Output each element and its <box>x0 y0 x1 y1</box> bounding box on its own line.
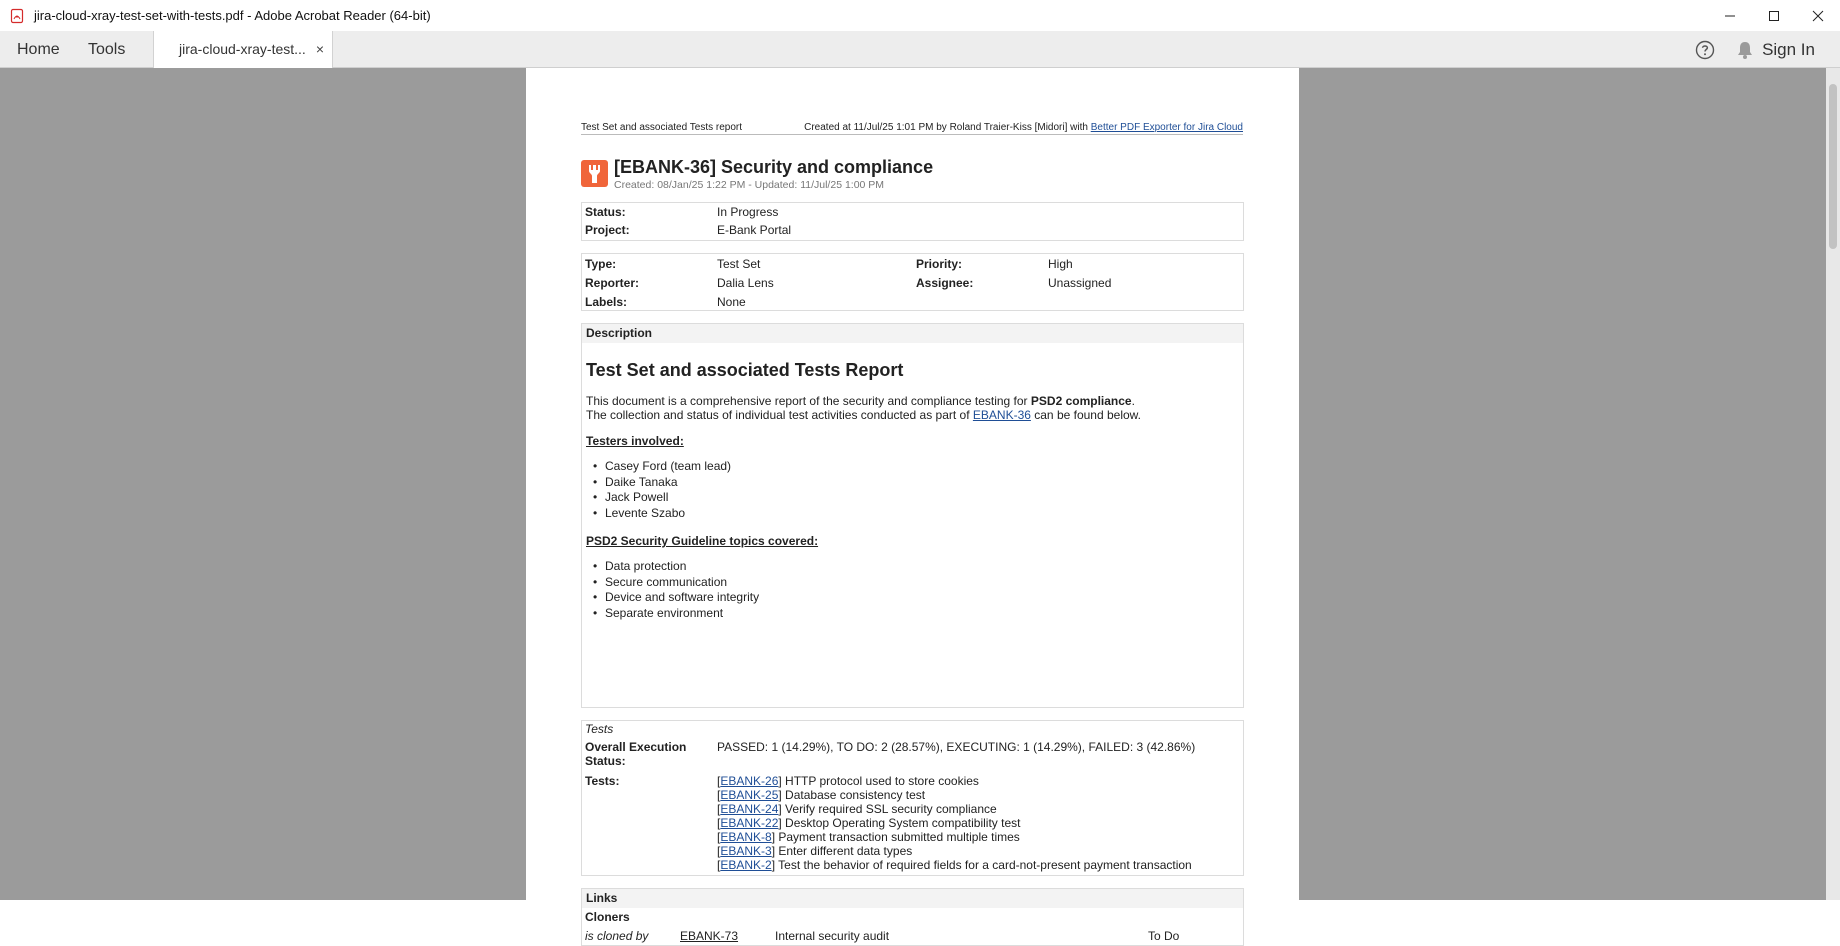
pdf-page <box>526 68 1299 943</box>
tests-section <box>581 720 1244 876</box>
status-project-box <box>581 202 1244 241</box>
test-item: [EBANK-2] Test the behavior of required fields for a card-not-present payment transaction <box>717 858 1192 872</box>
notifications-bell-icon[interactable] <box>1736 40 1754 60</box>
tests-heading: Tests <box>585 722 614 736</box>
sign-in-button[interactable]: Sign In <box>1762 40 1815 59</box>
p1-end: . <box>1131 394 1135 408</box>
type-label: Type: <box>585 257 617 271</box>
linked-issue-status: To Do <box>1148 929 1180 943</box>
window-title: jira-cloud-xray-test-set-with-tests.pdf - Adobe Acrobat Reader (64-bit) <box>34 8 431 23</box>
title-bar <box>0 0 1840 31</box>
description-section <box>581 323 1244 708</box>
exporter-link[interactable]: Better PDF Exporter for Jira Cloud <box>1090 122 1243 133</box>
p1-text: This document is a comprehensive report of the security and compliance testing for <box>586 394 1031 408</box>
project-label: Project: <box>585 223 630 237</box>
maximize-button[interactable] <box>1752 0 1796 31</box>
help-icon[interactable] <box>1695 40 1715 60</box>
test-summary: Verify required SSL security compliance <box>785 802 997 816</box>
list-item: • Device and software integrity <box>586 590 759 606</box>
reporter-value: Dalia Lens <box>717 276 774 290</box>
maximize-icon <box>1768 10 1780 22</box>
list-item: • Secure communication <box>586 575 759 591</box>
test-summary: Desktop Operating System compatibility test <box>785 816 1021 830</box>
test-set-issue-type-icon <box>581 160 608 187</box>
test-item: [EBANK-3] Enter different data types <box>717 844 913 858</box>
header-divider <box>581 134 1243 135</box>
tab-close-button[interactable]: × <box>315 41 324 57</box>
test-key-link[interactable]: EBANK-8 <box>720 830 772 844</box>
p2-text: The collection and status of individual test activities conducted as part of <box>586 408 973 422</box>
status-label: Status: <box>585 205 626 219</box>
priority-value: High <box>1048 257 1073 271</box>
document-tab-label: jira-cloud-xray-test... <box>179 41 306 57</box>
status-value: In Progress <box>717 205 779 219</box>
close-window-button[interactable] <box>1796 0 1840 31</box>
testers-heading: Testers involved: <box>586 434 684 448</box>
list-item: • Casey Ford (team lead) <box>586 459 731 475</box>
overall-status-label-2: Status: <box>585 754 626 768</box>
testers-list <box>586 459 731 522</box>
priority-label: Priority: <box>916 257 963 271</box>
labels-label: Labels: <box>585 295 628 309</box>
test-item: [EBANK-26] HTTP protocol used to store cookies <box>717 774 979 788</box>
home-tab[interactable]: Home <box>17 41 60 58</box>
topics-heading: PSD2 Security Guideline topics covered: <box>586 534 819 548</box>
description-heading: Description <box>582 324 1243 343</box>
test-key-link[interactable]: EBANK-26 <box>720 774 779 788</box>
report-header-right <box>804 122 1243 133</box>
test-summary: Enter different data types <box>778 844 913 858</box>
p2-end: can be found below. <box>1030 408 1142 422</box>
test-item: [EBANK-25] Database consistency test <box>717 788 926 802</box>
description-paragraph-2 <box>586 408 1141 422</box>
test-summary: HTTP protocol used to store cookies <box>785 774 979 788</box>
test-summary: Test the behavior of required fields for a card-not-present payment transaction <box>778 858 1192 872</box>
link-relation: is cloned by <box>585 929 649 943</box>
minimize-button[interactable] <box>1708 0 1752 31</box>
labels-value: None <box>717 295 746 309</box>
test-key-link[interactable]: EBANK-25 <box>720 788 779 802</box>
description-paragraph-1 <box>586 394 1135 408</box>
list-item: • Separate environment <box>586 606 759 622</box>
list-item: • Daike Tanaka <box>586 475 731 491</box>
issue-title: [EBANK-36] Security and compliance <box>614 157 934 177</box>
minimize-icon <box>1724 10 1736 22</box>
linked-issue-key[interactable]: EBANK-73 <box>680 929 739 943</box>
overall-status-value: PASSED: 1 (14.29%), TO DO: 2 (28.57%), EXECUTING: 1 (14.29%), FAILED: 3 (42.86%) <box>717 740 1196 754</box>
tests-label: Tests: <box>585 774 620 788</box>
type-value: Test Set <box>717 257 761 271</box>
test-key-link[interactable]: EBANK-2 <box>720 858 772 872</box>
vertical-scrollbar[interactable] <box>1826 68 1840 900</box>
description-title: Test Set and associated Tests Report <box>586 360 904 380</box>
header-created-text: Created at 11/Jul/25 1:01 PM by Roland Traier-Kiss [Midori] with <box>804 122 1091 133</box>
toolbar <box>0 31 1840 68</box>
project-value: E-Bank Portal <box>717 223 792 237</box>
document-tab[interactable] <box>153 31 333 69</box>
list-item: • Levente Szabo <box>586 506 731 522</box>
close-icon <box>1812 10 1824 22</box>
test-item: [EBANK-22] Desktop Operating System compatibility test <box>717 816 1021 830</box>
linked-issue-summary: Internal security audit <box>775 929 890 943</box>
details-box <box>581 253 1244 311</box>
scrollbar-thumb[interactable] <box>1829 84 1837 249</box>
assignee-label: Assignee: <box>916 276 974 290</box>
topics-list <box>586 559 759 622</box>
test-key-link[interactable]: EBANK-24 <box>720 802 779 816</box>
report-header-left: Test Set and associated Tests report <box>581 122 743 133</box>
ebank-36-link[interactable]: EBANK-36 <box>972 408 1031 422</box>
issue-dates: Created: 08/Jan/25 1:22 PM - Updated: 11/Jul/25 1:00 PM <box>614 179 885 191</box>
list-item: • Jack Powell <box>586 490 731 506</box>
tools-tab[interactable]: Tools <box>88 41 126 58</box>
test-item: [EBANK-24] Verify required SSL security compliance <box>717 802 997 816</box>
acrobat-icon <box>10 9 24 23</box>
p1-bold: PSD2 compliance <box>1030 394 1132 408</box>
reporter-label: Reporter: <box>585 276 640 290</box>
test-key-link[interactable]: EBANK-3 <box>720 844 772 858</box>
test-key-link[interactable]: EBANK-22 <box>720 816 779 830</box>
test-item: [EBANK-8] Payment transaction submitted multiple times <box>717 830 1020 844</box>
cloners-heading: Cloners <box>585 910 630 924</box>
test-summary: Payment transaction submitted multiple times <box>778 830 1020 844</box>
assignee-value: Unassigned <box>1048 276 1112 290</box>
list-item: • Data protection <box>586 559 759 575</box>
links-section <box>581 888 1244 946</box>
test-summary: Database consistency test <box>785 788 926 802</box>
overall-status-label-1: Overall Execution <box>585 740 687 754</box>
document-viewer[interactable] <box>0 68 1840 943</box>
links-heading: Links <box>582 889 1243 908</box>
